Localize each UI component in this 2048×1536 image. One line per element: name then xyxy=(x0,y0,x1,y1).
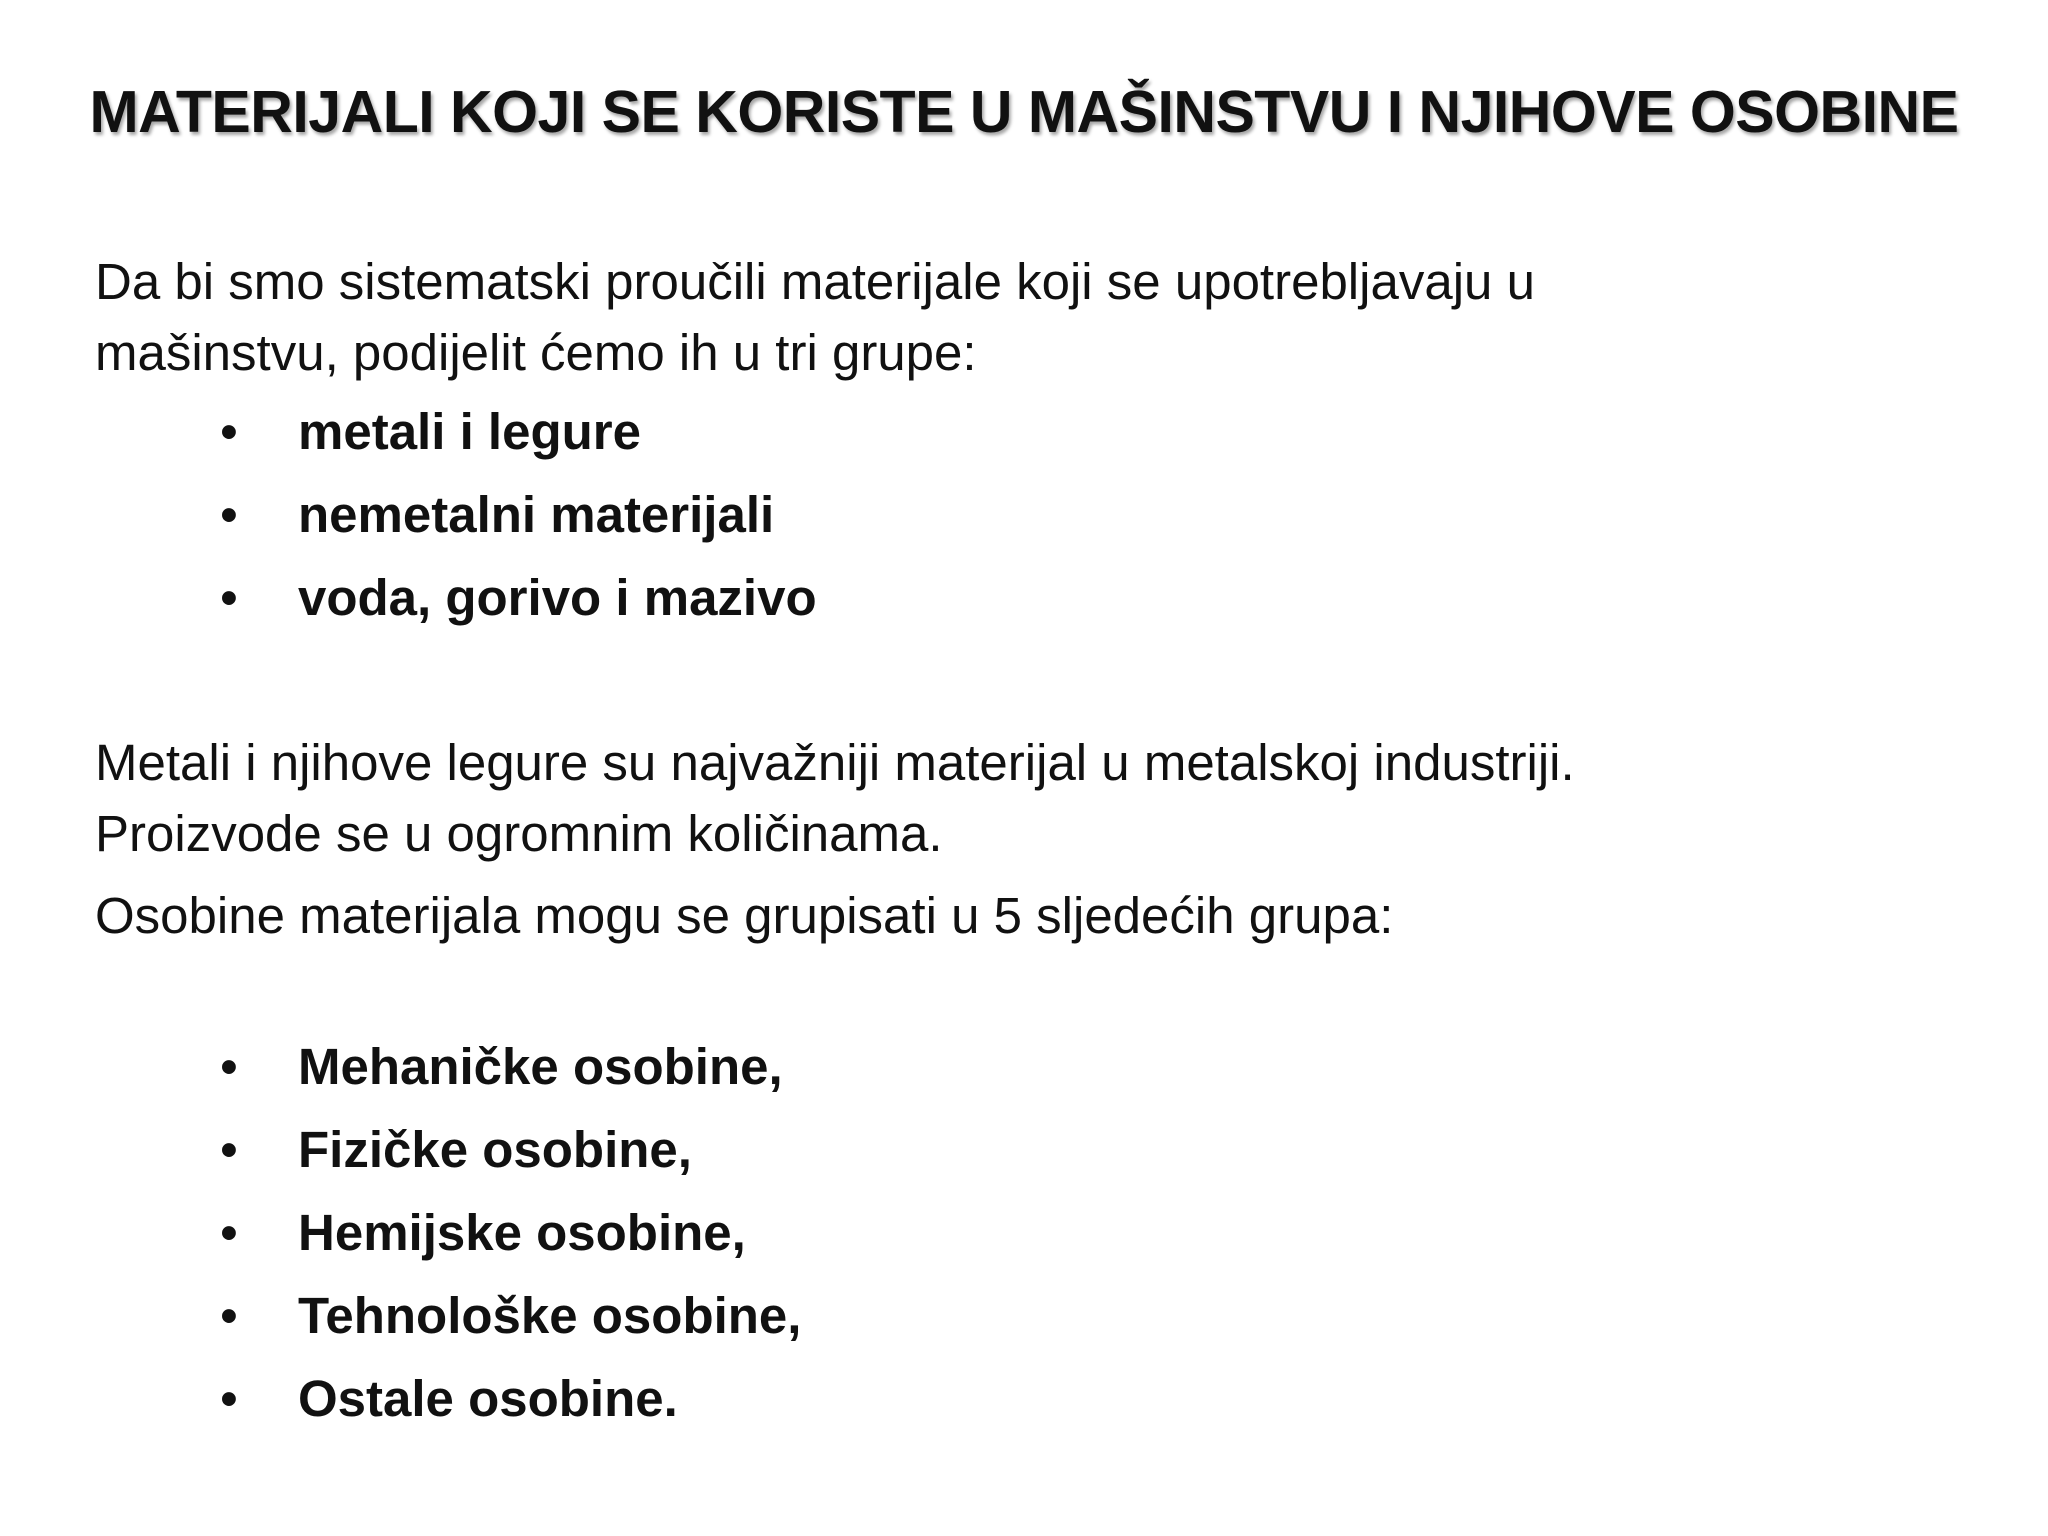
list-item xyxy=(0,473,2048,556)
bullet-icon: • xyxy=(220,1038,238,1095)
metals-paragraph xyxy=(95,727,1975,869)
bullet-icon: • xyxy=(220,1370,238,1427)
bullet-icon: • xyxy=(220,403,238,460)
bullet-icon: • xyxy=(220,1204,238,1261)
bullet-icon: • xyxy=(220,569,238,626)
intro-paragraph xyxy=(95,246,1975,388)
intro-line-1: Da bi smo sistematski proučili materijale koji se upotrebljavaju u xyxy=(95,253,1535,310)
properties-intro xyxy=(95,880,1975,951)
group-label: voda, gorivo i mazivo xyxy=(298,569,817,626)
list-item xyxy=(0,1357,2048,1440)
property-label: Fizičke osobine, xyxy=(298,1121,692,1178)
list-item xyxy=(0,556,2048,639)
properties-intro-text: Osobine materijala mogu se grupisati u 5 sljedećih grupa: xyxy=(95,887,1394,944)
metals-line-1: Metali i njihove legure su najvažniji materijal u metalskoj industriji. xyxy=(95,734,1575,791)
list-item xyxy=(0,1025,2048,1108)
bullet-icon: • xyxy=(220,1287,238,1344)
intro-line-2: mašinstvu, podijelit ćemo ih u tri grupe: xyxy=(95,324,977,381)
properties-list xyxy=(0,1025,2048,1440)
bullet-icon: • xyxy=(220,1121,238,1178)
list-item xyxy=(0,390,2048,473)
property-label: Tehnološke osobine, xyxy=(298,1287,802,1344)
property-label: Ostale osobine. xyxy=(298,1370,678,1427)
list-item xyxy=(0,1191,2048,1274)
metals-line-2: Proizvode se u ogromnim količinama. xyxy=(95,805,943,862)
property-label: Mehaničke osobine, xyxy=(298,1038,783,1095)
slide-title: MATERIJALI KOJI SE KORISTE U MAŠINSTVU I NJIHOVE OSOBINE xyxy=(89,79,1959,145)
group-label: metali i legure xyxy=(298,403,641,460)
material-groups-list xyxy=(0,390,2048,639)
property-label: Hemijske osobine, xyxy=(298,1204,746,1261)
bullet-icon: • xyxy=(220,486,238,543)
list-item xyxy=(0,1108,2048,1191)
list-item xyxy=(0,1274,2048,1357)
group-label: nemetalni materijali xyxy=(298,486,775,543)
